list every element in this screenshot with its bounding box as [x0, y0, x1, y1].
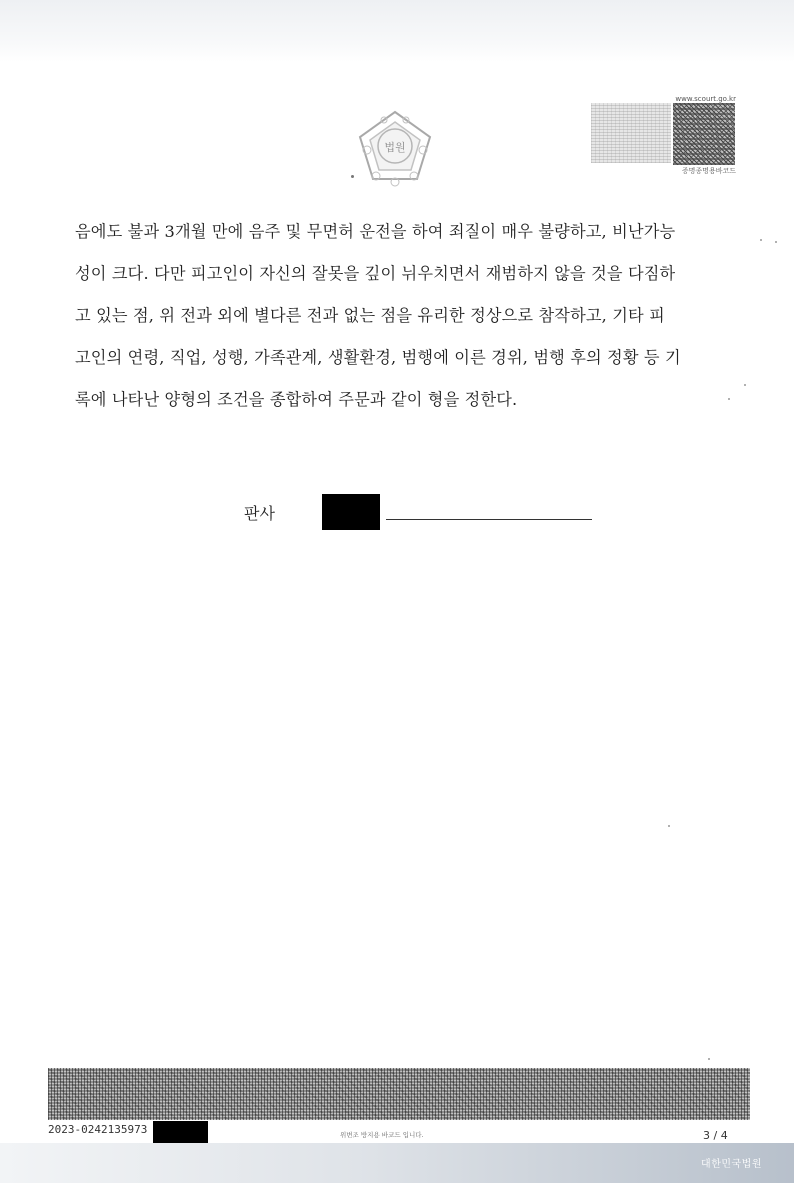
judgment-reasoning-paragraph [75, 221, 747, 431]
scan-speck [728, 398, 730, 400]
scan-speck [708, 1058, 710, 1060]
paragraph-line: 고인의 연령, 직업, 성행, 가족관계, 생활환경, 범행에 이른 경위, 범행 후의 정황 등 기 [75, 348, 681, 367]
paragraph-line: 록에 나타난 양형의 조건을 종합하여 주문과 같이 형을 정한다. [75, 390, 518, 409]
seal-label: 법원 [384, 141, 406, 154]
anti-forgery-barcode [48, 1068, 750, 1120]
court-name-label: 대한민국법원 [701, 1159, 762, 1170]
paragraph-line: 음에도 불과 3개월 만에 음주 및 무면허 운전을 하여 죄질이 매우 불량하고, 비난가능 [75, 222, 676, 241]
scan-top-edge [0, 0, 794, 62]
verification-url: www.scourt.go.kr [675, 95, 736, 103]
paragraph-line: 성이 크다. 다만 피고인이 자신의 잘못을 깊이 뉘우치면서 재범하지 않을 것을 다짐하 [75, 264, 676, 283]
court-seal-emblem [354, 106, 436, 188]
document-id: 2023-0242135973 [48, 1123, 148, 1136]
page-number: 3 / 4 [703, 1129, 728, 1142]
judge-title: 판사 [244, 504, 275, 523]
paragraph-line: 고 있는 점, 위 전과 외에 별다른 전과 없는 점을 유리한 정상으로 참작하고, 기타 피 [75, 306, 665, 325]
scan-speck [760, 239, 762, 241]
scan-speck [351, 175, 354, 178]
qr-caption: 증명종명용바코드 [681, 167, 736, 175]
verification-barcode-panel [591, 103, 671, 163]
scan-speck [668, 825, 670, 827]
scan-speck [775, 241, 777, 243]
redacted-footer-block [153, 1121, 208, 1145]
scan-speck [744, 384, 746, 386]
redacted-judge-name [322, 494, 380, 530]
barcode-notice: 위변조 방지용 바코드 입니다. [340, 1131, 424, 1139]
court-footer-bar [0, 1143, 794, 1183]
verification-qr-code [673, 103, 735, 165]
signature-line [386, 519, 592, 520]
